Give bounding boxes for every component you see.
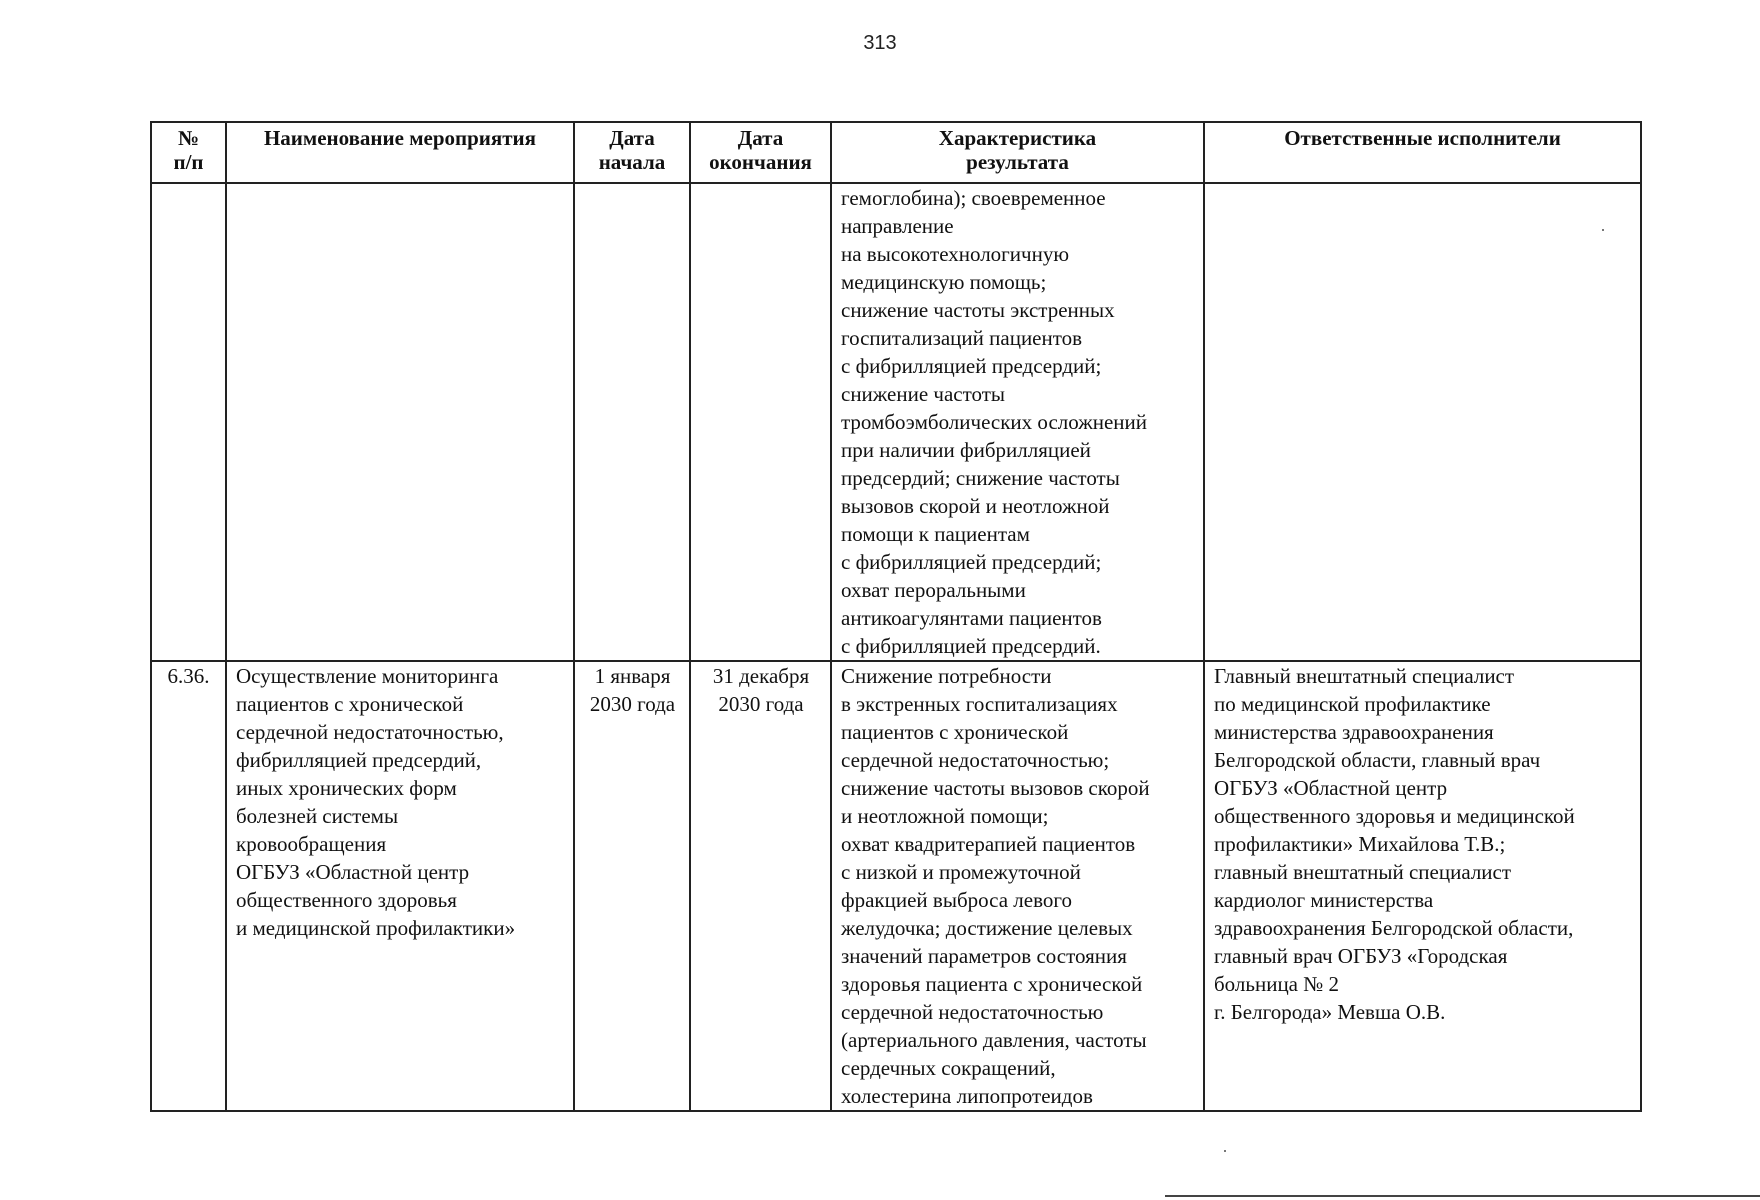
scan-dust-mark xyxy=(1224,1150,1226,1152)
row-number-cell: 6.36. xyxy=(151,661,226,1111)
header-result: Характеристика результата xyxy=(831,122,1204,183)
row-start-cell xyxy=(574,183,690,661)
row-responsible-cell xyxy=(1204,183,1641,661)
page-number: 313 xyxy=(863,32,897,54)
row-start-cell: 1 января 2030 года xyxy=(574,661,690,1111)
header-number: № п/п xyxy=(151,122,226,183)
row-number-cell xyxy=(151,183,226,661)
scan-dust-mark xyxy=(1602,229,1604,231)
row-responsible-cell: Главный внештатный специалист по медицинской профилактике министерства здравоохранения Белгородской области, главный врач ОГБУЗ «Областной центр общественного здоровья и медицинской профилактики» Михайлова Т.В.; главный внештатный специалист кардиолог министерства здравоохранения Белгородской области, главный врач ОГБУЗ «Городская больница № 2 г. Белгорода» Мевша О.В. xyxy=(1204,661,1641,1111)
scan-edge-line xyxy=(1165,1195,1760,1197)
row-name-cell: Осуществление мониторинга пациентов с хронической сердечной недостаточностью, фибрилляцией предсердий, иных хронических форм болезней системы кровообращения ОГБУЗ «Областной центр общественного здоровья и медицинской профилактики» xyxy=(226,661,574,1111)
activities-table xyxy=(150,121,1642,1112)
table-row xyxy=(151,661,1641,1111)
row-result-cell: гемоглобина); своевременное направление на высокотехнологичную медицинскую помощь; снижение частоты экстренных госпитализаций пациентов с фибрилляцией предсердий; снижение частоты тромбоэмболических осложнений при наличии фибрилляцией предсердий; снижение частоты вызовов скорой и неотложной помощи к пациентам с фибрилляцией предсердий; охват пероральными антикоагулянтами пациентов с фибрилляцией предсердий. xyxy=(831,183,1204,661)
row-end-cell: 31 декабря 2030 года xyxy=(690,661,831,1111)
table-row xyxy=(151,183,1641,661)
row-end-cell xyxy=(690,183,831,661)
header-start-date: Дата начала xyxy=(574,122,690,183)
table-header-row xyxy=(151,122,1641,183)
header-end-date: Дата окончания xyxy=(690,122,831,183)
header-responsible: Ответственные исполнители xyxy=(1204,122,1641,183)
header-name: Наименование мероприятия xyxy=(226,122,574,183)
row-name-cell xyxy=(226,183,574,661)
row-result-cell: Снижение потребности в экстренных госпитализациях пациентов с хронической сердечной недостаточностью; снижение частоты вызовов скорой и неотложной помощи; охват квадритерапией пациентов с низкой и промежуточной фракцией выброса левого желудочка; достижение целевых значений параметров состояния здоровья пациента с хронической сердечной недостаточностью (артериального давления, частоты сердечных сокращений, холестерина липопротеидов xyxy=(831,661,1204,1111)
